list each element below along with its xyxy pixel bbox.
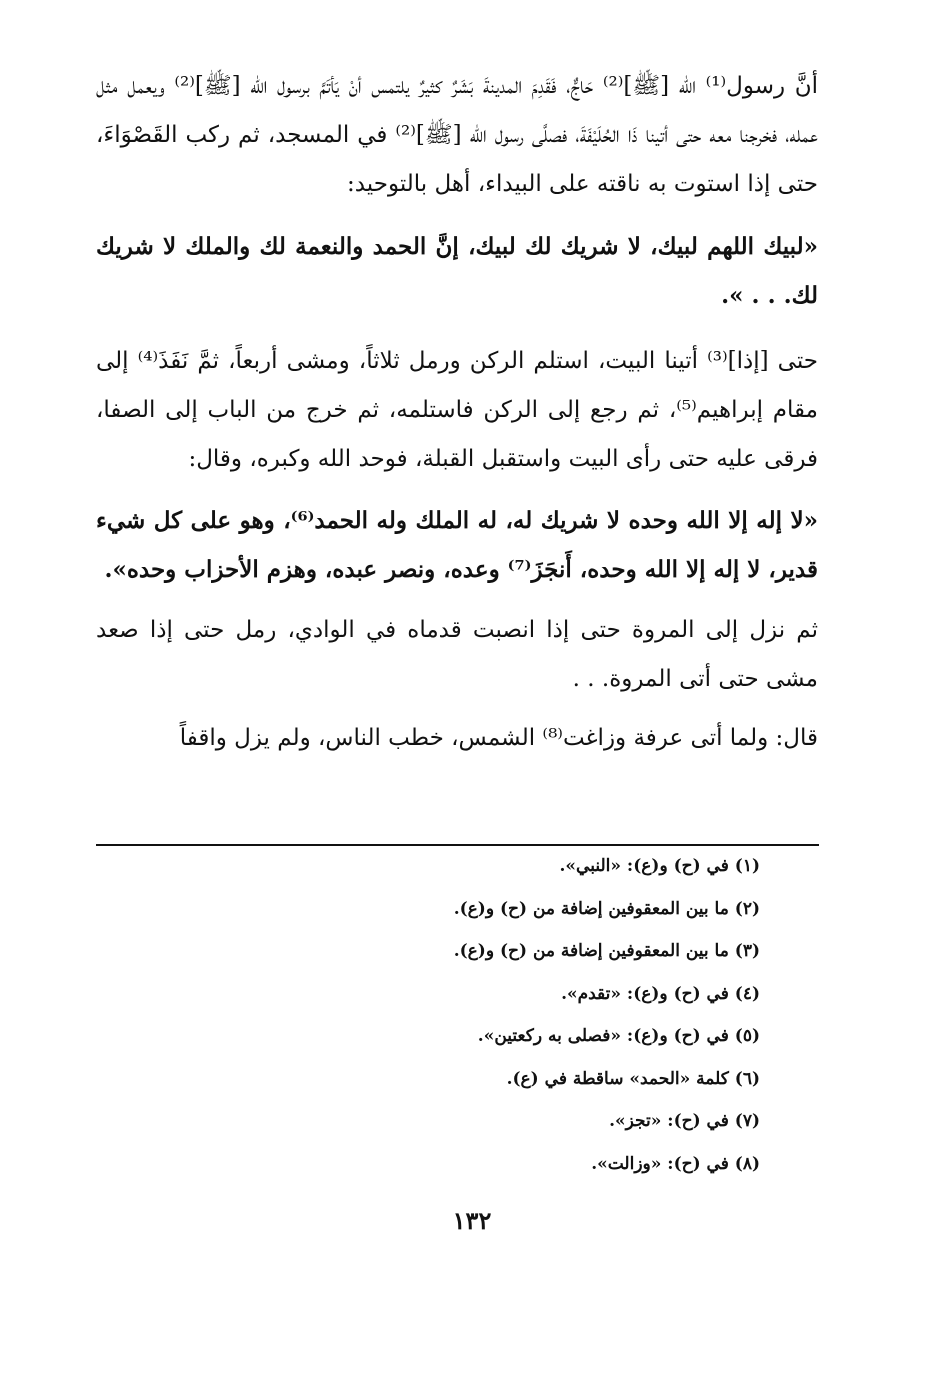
footnote-3: (٣) ما بين المعقوفين إضافة من (ح) و(ع). [453,941,760,961]
paragraph-tahlil: «لا إله إلا الله وحده لا شريك له، له الملك وله الحمد⁽⁶⁾، وهو على كل شيء قدير، لا إله إلا الله وحده، أَنجَزَ⁽⁷⁾ وعده، ونصر عبده، وهزم الأحزاب وحده». [96,507,819,583]
footnote-7: (٧) في (ح): «تجز». [609,1111,760,1131]
footnote-4: (٤) في (ح) و(ع): «تقدم». [561,983,760,1004]
footnotes-list [454,856,760,1196]
footnote-2: (٢) ما بين المعقوفين إضافة من (ح) و(ع). [453,898,760,919]
paragraph-hajj-intro: أنَّ رسول⁽¹⁾ الله [ﷺ]⁽²⁾ حَاجٌّ، فَقَدِمَ المدينةَ بَشَرٌ كثيرٌ يلتمس أنْ يَأتَمَّ برسول الله [ﷺ]⁽²⁾ ويعمل مثل عمله، فخرجنا معه حتى أتينا ذَا الحُلَيْفَةَ، فصلَّى رسول الله [ﷺ]⁽²⁾ في المسجد، ثم ركب القَصْوَاءَ، حتى إذا استوت به ناقته على البيداء، أهل بالتوحيد: [96,73,819,197]
paragraph-arafah: قال: ولما أتى عرفة وزاغت⁽⁸⁾ الشمس، خطب الناس، ولم يزل واقفاً [179,725,818,751]
paragraph-marwah: ثم نزل إلى المروة حتى إذا انصبت قدماه في الوادي، رمل حتى إذا صعد مشى حتى أتى المروة. . . [96,617,818,692]
page-body [96,62,818,763]
paragraph-tawaf: حتى [إذا]⁽³⁾ أتينا البيت، استلم الركن ورمل ثلاثاً، ومشى أربعاً، ثمَّ نَفَذَ⁽⁴⁾ إلى مقام إبراهيم⁽⁵⁾، ثم رجع إلى الركن فاستلمه، ثم خرج من الباب إلى الصفا، فرقى عليه حتى رأى البيت واستقبل القبلة، فوحد الله وكبره، وقال: [96,348,818,472]
page-number: ١٣٢ [452,1206,492,1235]
footnote-8: (٨) في (ح): «وزالت». [591,1153,760,1174]
footnote-6: (٦) كلمة «الحمد» ساقطة في (ع). [506,1068,760,1089]
paragraph-talbiyah: «لبيك اللهم لبيك، لا شريك لك لبيك، إنَّ الحمد والنعمة لك والملك لا شريك لك. . . ». [96,233,818,309]
footnote-divider [96,844,819,846]
footnote-1: (١) في (ح) و(ع): «النبي». [559,856,760,876]
footnote-5: (٥) في (ح) و(ع): «فصلى به ركعتين». [477,1026,760,1046]
